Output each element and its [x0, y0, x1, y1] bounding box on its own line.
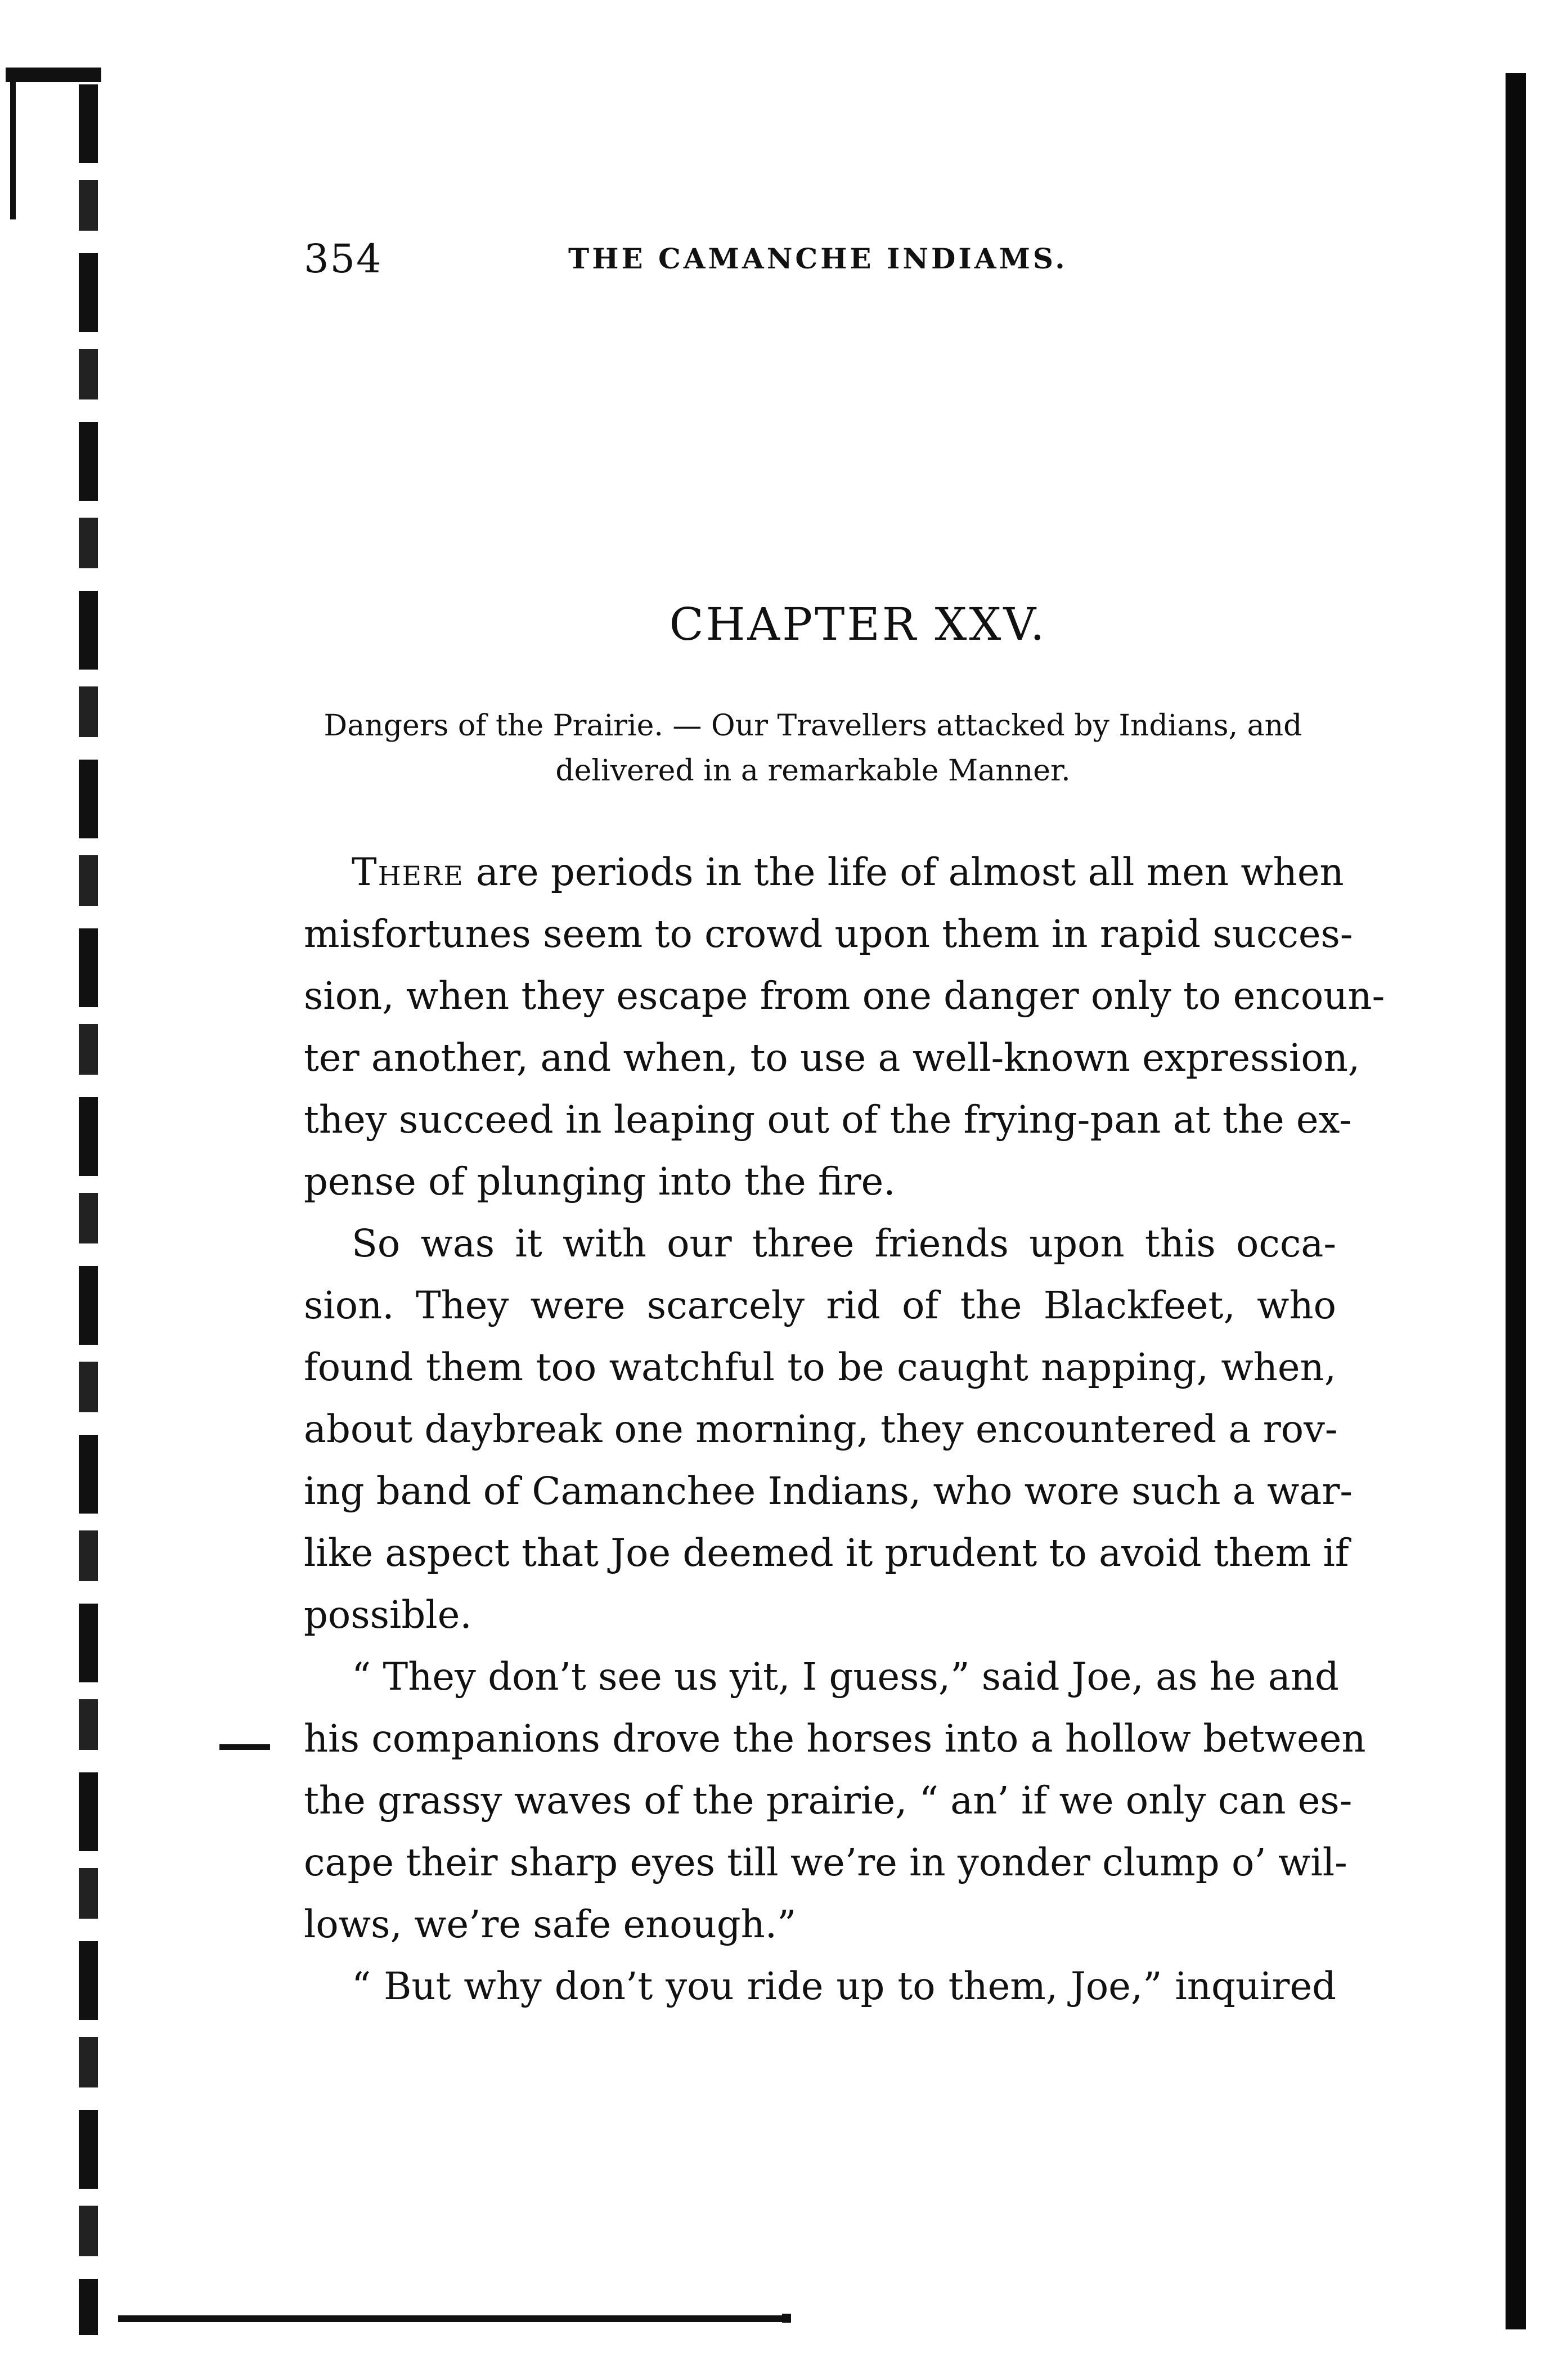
paragraph-line: ing band of Camanchee Indians, who wore such a war-: [304, 1469, 1353, 1513]
line-text: are periods in the life of almost all men when: [464, 850, 1344, 894]
scan-margin-mark: [219, 1744, 270, 1750]
paragraph-line: So was it with our three friends upon this occa-: [352, 1222, 1336, 1265]
paragraph-line: pense of plunging into the fire.: [304, 1160, 896, 1204]
paragraph-line: misfortunes seem to crowd upon them in rapid succes-: [304, 912, 1353, 956]
paragraph-line: they succeed in leaping out of the frying-pan at the ex-: [304, 1098, 1352, 1142]
paragraph-line: found them too watchful to be caught napping, when,: [304, 1345, 1336, 1389]
paragraph-line: cape their sharp eyes till we’re in yonder clump o’ wil-: [304, 1840, 1347, 1884]
page-number: 354: [304, 236, 383, 282]
scan-binding-edge: [79, 84, 98, 2335]
paragraph-line: like aspect that Joe deemed it prudent to avoid them if: [304, 1531, 1349, 1575]
paragraph-line: lows, we’re safe enough.”: [304, 1902, 797, 1946]
paragraph-line: ter another, and when, to use a well-known expression,: [304, 1036, 1360, 1080]
paragraph-line: the grassy waves of the prairie, “ an’ if we only can es-: [304, 1779, 1353, 1822]
paragraph-line: [304, 841, 1344, 903]
chapter-title: CHAPTER XXV.: [669, 598, 1047, 650]
body-text: [304, 841, 1385, 2017]
paragraph-line: about daybreak one morning, they encountered a rov-: [304, 1407, 1338, 1451]
chapter-summary-line: Dangers of the Prairie. — Our Travellers attacked by Indians, and: [324, 709, 1302, 743]
scan-right-edge: [1506, 73, 1526, 2329]
scan-edge-artifact: [10, 73, 16, 219]
chapter-summary-line: delivered in a remarkable Manner.: [555, 754, 1071, 788]
drop-word: There: [352, 850, 464, 894]
running-head: [304, 225, 1333, 293]
paragraph-line: sion. They were scarcely rid of the Blackfeet, who: [304, 1283, 1336, 1327]
running-title: THE CAMANCHE INDIAMS.: [568, 242, 1068, 275]
scan-bottom-mark: [782, 2314, 791, 2323]
paragraph-line: sion, when they escape from one danger only to encoun-: [304, 974, 1385, 1018]
paragraph-line: possible.: [304, 1593, 472, 1637]
paragraph-line: “ They don’t see us yit, I guess,” said Joe, as he and: [352, 1655, 1339, 1699]
chapter-summary: [298, 703, 1328, 793]
scan-bottom-rule: [118, 2315, 782, 2322]
paragraph-line: “ But why don’t you ride up to them, Joe,” inquired: [352, 1964, 1336, 2008]
scan-edge-artifact: [6, 68, 101, 82]
paragraph-line: his companions drove the horses into a hollow between: [304, 1717, 1366, 1761]
